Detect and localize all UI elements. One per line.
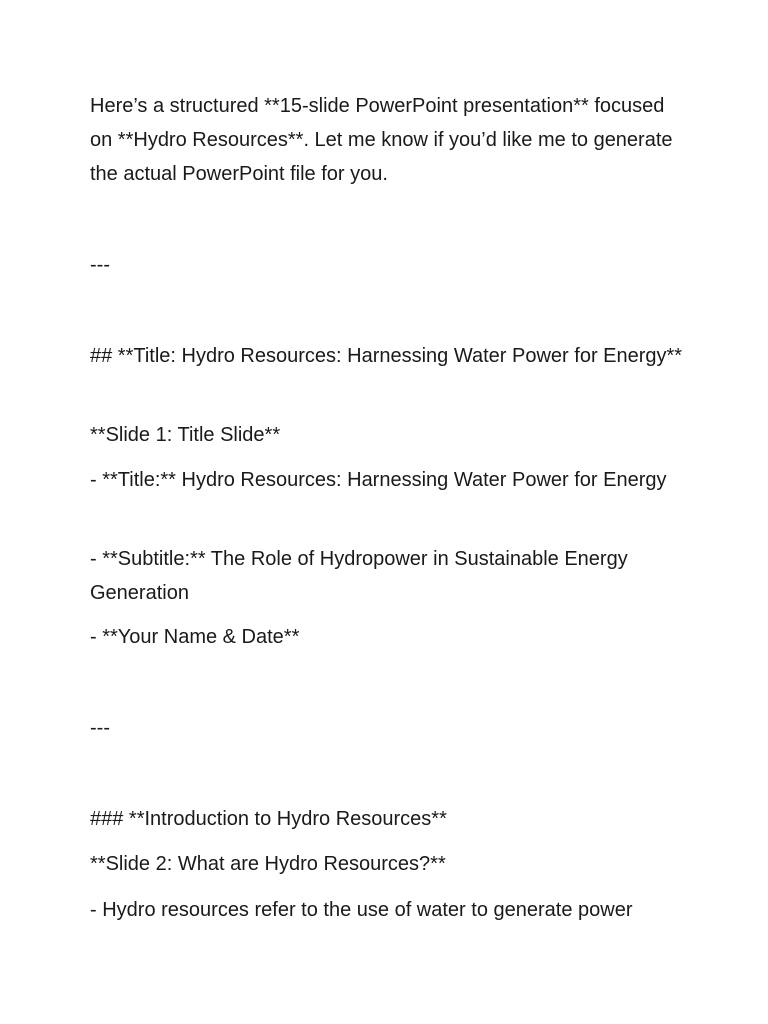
slide-1-name-date-bullet: - **Your Name & Date** <box>90 626 300 648</box>
divider: --- <box>90 254 110 276</box>
intro-paragraph: Here’s a structured **15-slide PowerPoint presentation** focused on **Hydro Resources**. Let me know if you’d like me to generate the actual PowerPoint file for you. <box>90 95 679 185</box>
slide-1-subtitle-bullet: - **Subtitle:** The Role of Hydropower in Sustainable Energy Generation <box>90 548 634 604</box>
slide-1-heading: **Slide 1: Title Slide** <box>90 424 281 446</box>
slide-2-bullet: - Hydro resources refer to the use of water to generate power <box>90 899 633 921</box>
presentation-title-heading: ## **Title: Hydro Resources: Harnessing Water Power for Energy** <box>90 345 683 367</box>
slide-2-heading: **Slide 2: What are Hydro Resources?** <box>90 853 446 875</box>
slide-1-title-bullet: - **Title:** Hydro Resources: Harnessing Water Power for Energy <box>90 469 667 491</box>
introduction-section-heading: ### **Introduction to Hydro Resources** <box>90 808 447 830</box>
divider: --- <box>90 717 110 739</box>
